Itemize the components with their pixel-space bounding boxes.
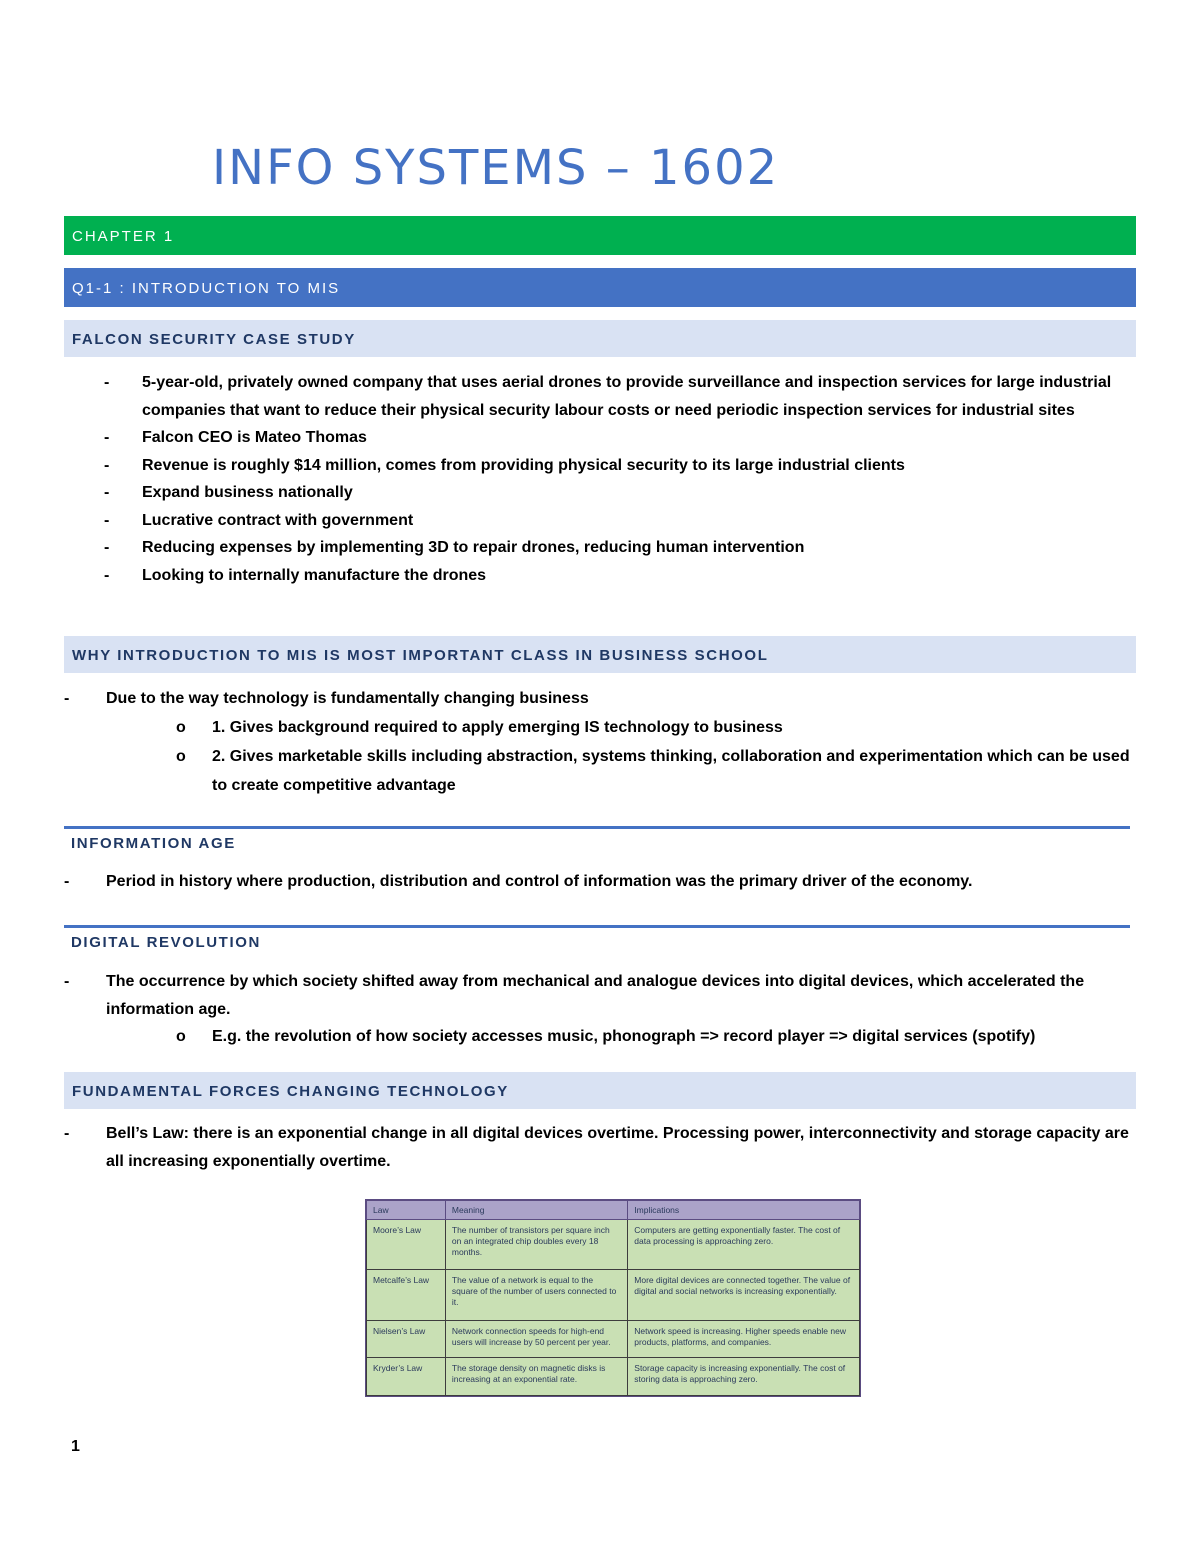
- document-title: INFO SYSTEMS – 1602: [212, 140, 780, 196]
- table-row: [367, 1270, 860, 1320]
- info-age-heading-text: INFORMATION AGE: [71, 835, 236, 852]
- list-item: [64, 507, 1134, 535]
- why-block: [64, 685, 1134, 800]
- laws-table: [366, 1200, 860, 1396]
- page-number: 1: [71, 1438, 80, 1455]
- digital-heading-text: DIGITAL REVOLUTION: [71, 934, 261, 951]
- table-header-row: [367, 1201, 860, 1220]
- digital-subitem: E.g. the revolution of how society accesses music, phonograph => record player => digital services (spotify): [212, 1028, 1036, 1045]
- table-cell: Computers are getting exponentially faster. The cost of data processing is approaching zero.: [628, 1220, 860, 1270]
- forces-heading: FUNDAMENTAL FORCES CHANGING TECHNOLOGY: [64, 1072, 1136, 1109]
- table-cell: Kryder’s Law: [367, 1358, 446, 1396]
- table-header-meaning: Meaning: [445, 1201, 627, 1220]
- digital-heading: [64, 925, 1130, 951]
- forces-block: [64, 1120, 1134, 1175]
- digital-block: [64, 968, 1134, 1051]
- list-item: [64, 534, 1134, 562]
- why-item: Due to the way technology is fundamentally changing business: [106, 690, 589, 707]
- falcon-item: Looking to internally manufacture the drones: [142, 566, 487, 584]
- falcon-list: [64, 369, 1134, 589]
- list-item: [64, 452, 1134, 480]
- info-age-heading: [64, 826, 1130, 852]
- table-cell: Moore’s Law: [367, 1220, 446, 1270]
- table-row: [367, 1220, 860, 1270]
- table-cell: The storage density on magnetic disks is increasing at an exponential rate.: [445, 1358, 627, 1396]
- list-item: [64, 742, 1134, 800]
- list-item: [64, 479, 1134, 507]
- list-item: [64, 713, 1134, 742]
- info-age-block: [64, 868, 1134, 896]
- list-item: [64, 369, 1134, 424]
- table-cell: The number of transistors per square inch on an integrated chip doubles every 18 months.: [445, 1220, 627, 1270]
- list-item: [64, 968, 1134, 1023]
- table-cell: More digital devices are connected together. The value of digital and social networks is increasing exponentially.: [628, 1270, 860, 1320]
- falcon-item: Expand business nationally: [142, 484, 353, 501]
- list-item: [64, 424, 1134, 452]
- table-header-implications: Implications: [628, 1201, 860, 1220]
- list-item: [64, 1120, 1134, 1175]
- falcon-item: Lucrative contract with government: [142, 511, 414, 529]
- list-item: [64, 562, 1134, 590]
- table-row: [367, 1358, 860, 1396]
- laws-table-figure: [365, 1199, 861, 1397]
- forces-item: Bell’s Law: there is an exponential change in all digital devices overtime. Processing power, interconnectivity and storage capacity are all increasing exponentially overtime.: [106, 1125, 1129, 1170]
- info-age-item: Period in history where production, distribution and control of information was the primary driver of the economy.: [106, 873, 973, 890]
- section-heading: Q1-1 : INTRODUCTION TO MIS: [64, 268, 1136, 307]
- why-subitem-2: 2. Gives marketable skills including abstraction, systems thinking, collaboration and experimentation which can be used to create competitive advantage: [212, 747, 1130, 794]
- falcon-heading: FALCON SECURITY CASE STUDY: [64, 320, 1136, 357]
- table-cell: Network speed is increasing. Higher speeds enable new products, platforms, and companies.: [628, 1320, 860, 1358]
- table-cell: Network connection speeds for high-end users will increase by 50 percent per year.: [445, 1320, 627, 1358]
- falcon-item: 5-year-old, privately owned company that uses aerial drones to provide surveillance and inspection services for large industrial companies that want to reduce their physical security labour costs or need periodic inspection services for industrial sites: [142, 374, 1112, 419]
- table-cell: Storage capacity is increasing exponentially. The cost of storing data is approaching zero.: [628, 1358, 860, 1396]
- falcon-item: Revenue is roughly $14 million, comes from providing physical security to its large industrial clients: [142, 456, 905, 474]
- list-item: [64, 1023, 1134, 1051]
- table-cell: Metcalfe’s Law: [367, 1270, 446, 1320]
- falcon-item: Reducing expenses by implementing 3D to repair drones, reducing human intervention: [142, 539, 805, 556]
- table-cell: The value of a network is equal to the square of the number of users connected to it.: [445, 1270, 627, 1320]
- digital-item: The occurrence by which society shifted away from mechanical and analogue devices into digital devices, which accelerated the information age.: [106, 973, 1085, 1018]
- chapter-heading: CHAPTER 1: [64, 216, 1136, 255]
- falcon-item: Falcon CEO is Mateo Thomas: [142, 429, 367, 446]
- why-subitem-1: 1. Gives background required to apply emerging IS technology to business: [212, 718, 783, 736]
- why-heading: WHY INTRODUCTION TO MIS IS MOST IMPORTANT CLASS IN BUSINESS SCHOOL: [64, 636, 1136, 673]
- table-row: [367, 1320, 860, 1358]
- table-header-law: Law: [367, 1201, 446, 1220]
- table-cell: Nielsen’s Law: [367, 1320, 446, 1358]
- list-item: [64, 868, 1134, 896]
- list-item: [64, 685, 1134, 713]
